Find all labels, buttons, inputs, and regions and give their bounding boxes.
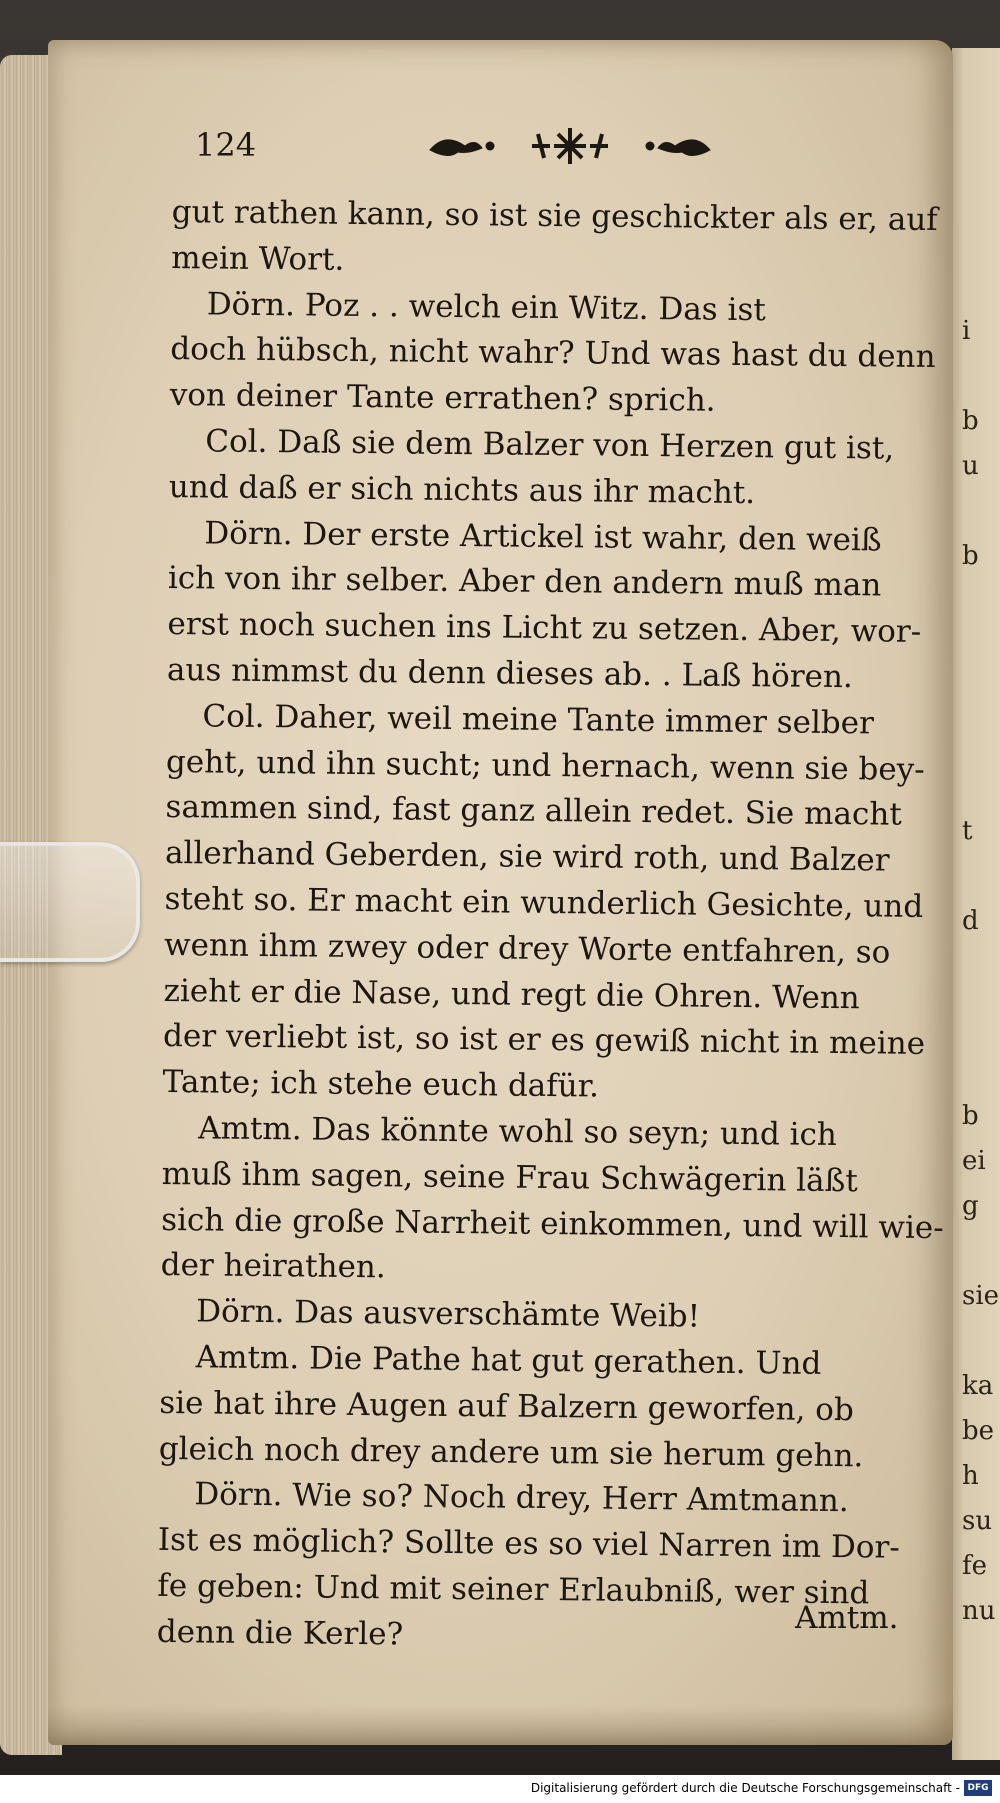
text-line: Dörn. Das ausverschämte Weib! <box>196 1293 701 1335</box>
facing-page-fragment: be <box>962 1416 995 1446</box>
text-line: Amtm. Das könnte wohl so seyn; und ich <box>197 1110 838 1153</box>
facing-page-fragment: su <box>962 1506 993 1536</box>
dfg-logo-icon: DFG <box>964 1780 992 1796</box>
funding-credit: Digitalisierung gefördert durch die Deutsche Forschungsgemeinschaft - <box>530 1781 960 1795</box>
text-line: denn die Kerle? <box>156 1613 404 1653</box>
text-line: Col. Daher, weil meine Tante immer selber <box>202 698 875 742</box>
text-line: Dörn. Der erste Artickel ist wahr, den weiß <box>204 514 882 559</box>
text-line: der heirathen. <box>160 1247 386 1286</box>
text-line: allerhand Geberden, sie wird roth, und Balzer <box>164 835 890 879</box>
text-line: sie hat ihre Augen auf Balzern geworfen, ob <box>159 1384 854 1428</box>
text-line: Dörn. Wie so? Noch drey, Herr Amtmann. <box>194 1476 849 1520</box>
facing-page-fragment: d <box>962 906 979 936</box>
text-line: der verliebt ist, so ist er es gewiß nicht in meine <box>162 1018 926 1063</box>
text-line: Ist es möglich? Sollte es so viel Narren im Dor- <box>157 1522 900 1566</box>
facing-page-edge <box>952 48 1000 1760</box>
facing-page-fragment: ei <box>962 1146 986 1176</box>
footer-bar <box>0 1775 1000 1803</box>
bookmark-clip <box>0 842 140 962</box>
facing-page-fragment: nu <box>962 1596 996 1626</box>
text-line: doch hübsch, nicht wahr? Und was hast du denn <box>170 331 936 376</box>
text-line: wenn ihm zwey oder drey Worte entfahren, so <box>163 926 891 971</box>
text-line: aus nimmst du denn dieses ab. . Laß hören. <box>166 651 853 696</box>
page-text <box>157 190 942 1663</box>
facing-page-fragment: b <box>962 541 979 571</box>
text-line: gut rathen kann, so ist sie geschickter als er, auf <box>171 193 938 239</box>
facing-page-fragment: fe <box>962 1551 988 1581</box>
text-line: Amtm. Die Pathe hat gut gerathen. Und <box>195 1339 822 1382</box>
text-line: von deiner Tante errathen? sprich. <box>169 377 716 419</box>
text-line: und daß er sich nichts aus ihr macht. <box>168 468 756 511</box>
text-line: Tante; ich stehe euch dafür. <box>162 1064 600 1105</box>
text-line: geht, und ihn sucht; und hernach, wenn sie bey- <box>165 743 925 788</box>
text-line: sich die große Narrheit einkommen, und will wie- <box>161 1201 944 1246</box>
text-line: ich von ihr selber. Aber den andern muß man <box>167 560 882 604</box>
text-line: gleich noch drey andere um sie herum gehn. <box>158 1430 864 1474</box>
text-line: steht so. Er macht ein wunderlich Gesichte, und <box>164 880 924 925</box>
facing-page-fragment: t <box>962 816 973 846</box>
facing-page-fragment: h <box>962 1461 979 1491</box>
facing-page-fragment: i <box>962 316 971 346</box>
facing-page-fragment: b <box>962 406 979 436</box>
text-line: zieht er die Nase, und regt die Ohren. Wenn <box>163 972 860 1016</box>
ornament-icon <box>420 120 720 170</box>
text-line: mein Wort. <box>171 239 345 278</box>
text-line: Col. Daß sie dem Balzer von Herzen gut ist, <box>205 423 895 467</box>
facing-page-fragment: g <box>962 1191 979 1221</box>
text-line: Dörn. Poz . . welch ein Witz. Das ist <box>206 285 767 328</box>
text-line: muß ihm sagen, seine Frau Schwägerin läßt <box>161 1155 859 1199</box>
text-line: sammen sind, fast ganz allein redet. Sie macht <box>165 789 902 834</box>
text-line: erst noch suchen ins Licht zu setzen. Aber, wor- <box>167 606 922 651</box>
facing-page-fragment: sie <box>962 1281 1000 1311</box>
facing-page-fragment: ka <box>962 1371 994 1401</box>
facing-page-fragment: u <box>962 451 979 481</box>
page-number: 124 <box>195 126 257 164</box>
catchword: Amtm. <box>795 1600 899 1636</box>
text-line: fe geben: Und mit seiner Erlaubniß, wer sind <box>157 1567 870 1612</box>
facing-page-fragment: b <box>962 1101 979 1131</box>
page-header <box>195 118 955 178</box>
